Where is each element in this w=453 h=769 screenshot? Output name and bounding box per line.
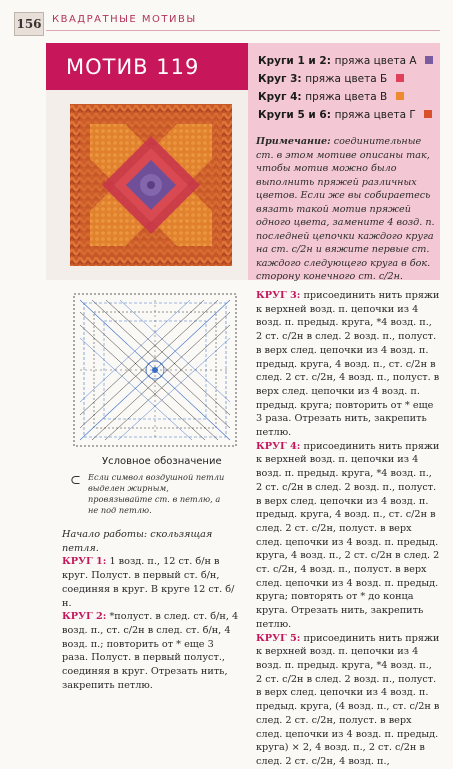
round-text: присоединить нить пряжи к верхней возд. п. цепочки из 4 возд. п. предыд. круга, *4 возд. п., 2 ст. с/2н в след. 2 возд. п., полуст. в верх след. цепочки из 4 возд. п. предыд. круга, 4 возд. п., ст. с/2н в след. 2 ст. с/2н, 4 возд. п., полуст. в верх след. цепочки из 4 возд. п. предыд. круга; повторить от * еще 3 раза. Отрезать нить, закрепить петлю. — [256, 290, 440, 439]
yarn-text: пряжа цвета Г — [334, 109, 416, 121]
yarn-text: пряжа цвета А — [334, 55, 417, 67]
yarn-row-4 — [258, 109, 432, 121]
section-title: КВАДРАТНЫЕ МОТИВЫ — [52, 14, 197, 25]
color-swatch — [396, 92, 404, 100]
note — [256, 135, 436, 284]
yarn-row-3 — [258, 91, 404, 103]
round-label: КРУГ 5: — [256, 632, 301, 644]
round-label: КРУГ 2: — [62, 611, 107, 623]
round-text: 1 возд. п., 12 ст. б/н в круг. Полуст. в первый ст. б/н, соединяя в круг. В круге 12 ст. б/н. — [62, 556, 235, 609]
round-text: присоединить нить пряжи к верхней возд. п. цепочки из 4 возд. п. предыд. круга, *4 возд. п., 2 ст. с/2н в след. 2 возд. п., полуст. в верх след. цепочки из 4 возд. п. предыд. круга, 4 возд. п., ст. с/2н в след. 2 ст. с/2н, полуст. в верх след. цепочки из 4 возд. п. предыд. круга, 4 возд. п., 2 ст. с/2н в след. 2 ст. с/2н, 4 возд. п., полуст. в верх след. цепочки из 4 возд. п. предыд. круга; повторять от * до конца круга. Отрезать нить, закрепить петлю. — [256, 440, 440, 630]
note-label: Примечание: — [256, 136, 331, 147]
left-column — [62, 528, 242, 692]
yarn-label: Круги 1 и 2: — [258, 55, 331, 67]
motif-photo — [70, 104, 232, 266]
page-number: 156 — [14, 12, 44, 36]
yarn-text: пряжа цвета В — [305, 91, 388, 103]
start-text: скользящая петля. — [62, 529, 213, 554]
round-label: КРУГ 3: — [256, 290, 301, 301]
yarn-text: пряжа цвета Б — [305, 73, 388, 85]
legend-title: Условное обозначение — [102, 456, 222, 467]
color-swatch — [396, 74, 404, 82]
motif-title: МОТИВ 119 — [66, 55, 200, 79]
yarn-label: Круги 5 и 6: — [258, 109, 331, 121]
color-swatch — [424, 110, 432, 118]
start-label: Начало работы: — [62, 529, 148, 540]
crochet-diagram — [70, 290, 240, 450]
round-3 — [256, 289, 440, 440]
round-text: присоединить нить пряжи к верхней возд. п. цепочки из 4 возд. п. предыд. круга, *4 возд. п., 2 ст. с/2н в след. 2 возд. п., полуст. в верх след. цепочки из 4 возд. п. предыд. круга, (4 возд. п., ст. с/2н в след. 2 ст. с/2н, полуст. в верх след. цепочки из 4 возд. п. предыд. круга) × 2, 4 возд. п., 2 ст. с/2н в след. 2 ст. с/2н, 4 возд. п., — [256, 632, 440, 767]
round-4 — [256, 440, 440, 632]
round-1 — [62, 555, 242, 610]
round-text: *полуст. в след. ст. б/н, 4 возд. п., ст. с/2н в след. ст. б/н, 4 возд. п.; повторить от * еще 3 раза. Полуст. в первый полуст., соединяя в круг. Отрезать нить, закрепить петлю. — [62, 611, 239, 691]
note-text: соединительные ст. в этом мотиве описаны так, чтобы мотив можно было выполнить пряжей различных цветов. Если же вы собираетесь вязать такой мотив пряжей одного цвета, замените 4 возд. п. последней цепочки каждого круга на ст. с/2н и вяжите первые ст. каждого следующего круга в бок. сторону конечного ст. с/2н. — [256, 136, 435, 282]
color-swatch — [425, 56, 433, 64]
yarn-row-1 — [258, 55, 433, 67]
round-5 — [256, 632, 440, 769]
round-label: КРУГ 1: — [62, 556, 107, 568]
yarn-row-2 — [258, 73, 404, 85]
header-rule — [46, 30, 440, 31]
yarn-label: Круг 4: — [258, 91, 302, 103]
start-line — [62, 528, 242, 555]
chain-stitch-icon: ⊂ — [70, 473, 81, 488]
yarn-label: Круг 3: — [258, 73, 302, 85]
round-2 — [62, 610, 242, 692]
round-label: КРУГ 4: — [256, 440, 301, 452]
right-column — [256, 289, 440, 769]
legend-text: Если символ воздушной петли выделен жирным, провязывайте ст. в петлю, а не под петлю. — [88, 472, 225, 515]
